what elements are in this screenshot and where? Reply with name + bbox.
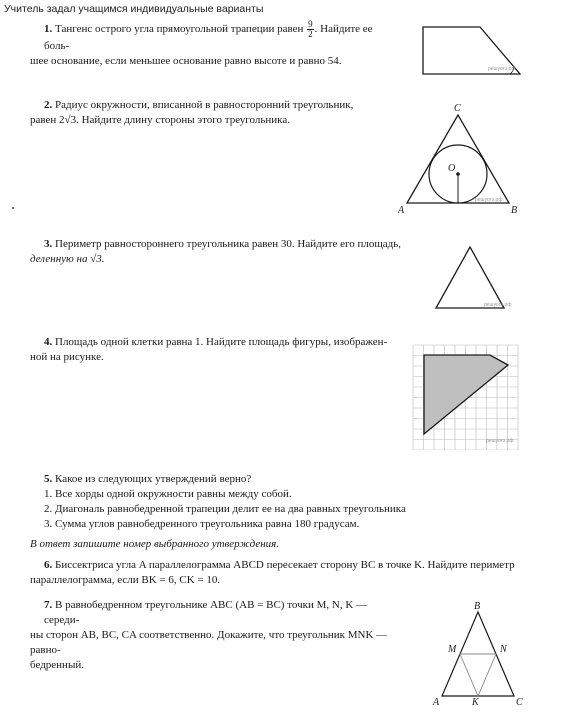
watermark: решуогэ.рф xyxy=(488,66,516,72)
problem-1-line-2: шее основание, если меньшее основание равно высоте и равно 54. xyxy=(30,55,342,67)
watermark: решуогэ.рф xyxy=(475,197,503,203)
grid-figure xyxy=(410,342,528,450)
problem-4-line-2: ной на рисунке. xyxy=(30,351,104,363)
midpoint-k-label: K xyxy=(472,697,479,708)
problem-3-line-2: деленную на √3. xyxy=(30,253,105,265)
problem-2 xyxy=(30,98,404,128)
vertex-a-label: A xyxy=(433,697,440,708)
problem-1-text-b: . Найдите ее боль- xyxy=(44,23,373,52)
problem-3-number: 3. xyxy=(44,238,53,250)
problem-4-number: 4. xyxy=(44,336,53,348)
problem-6 xyxy=(30,558,563,588)
problem-7 xyxy=(30,598,404,673)
problem-7-line-2: ны сторон AB, BC, CA соответственно. Докажите, что треугольник MNK — равно- xyxy=(30,629,388,656)
problem-4-line-1: Площадь одной клетки равна 1. Найдите площадь фигуры, изображен- xyxy=(55,336,388,348)
equilateral-triangle-inscribed-circle-figure xyxy=(395,100,525,220)
vertex-a-label: A xyxy=(398,205,405,216)
problem-6-number: 6. xyxy=(44,559,53,571)
problem-7-line-1: В равнобедренном треугольнике ABC (AB = BC) точки M, N, K — середи- xyxy=(44,599,368,626)
trapezoid-figure xyxy=(420,24,525,78)
problem-2-line-2: равен 2√3. Найдите длину стороны этого треугольника. xyxy=(30,114,290,126)
problem-1 xyxy=(30,19,399,69)
page-header: Учитель задал учащимся индивидуальные варианты xyxy=(4,3,264,15)
problem-6-line-2: параллелограмма, если BK = 6, CK = 10. xyxy=(30,574,221,586)
statement-1: 1. Все хорды одной окружности равны между собой. xyxy=(44,488,292,500)
vertex-c-label: C xyxy=(454,103,461,114)
watermark: решуогэ.рф xyxy=(486,438,514,444)
problem-2-number: 2. xyxy=(44,99,53,111)
fraction-denominator: 2 xyxy=(308,29,313,39)
problem-3-line-1: Периметр равностороннего треугольника равен 30. Найдите его площадь, xyxy=(55,238,402,250)
isosceles-triangle-midpoints-figure xyxy=(430,600,530,708)
problem-5 xyxy=(44,472,464,532)
center-o-label: O xyxy=(448,163,456,174)
problem-6-line-1: Биссектриса угла A параллелограмма ABCD пересекает сторону BC в точке K. Найдите периметр xyxy=(55,559,515,571)
watermark: решуогэ.рф xyxy=(484,302,512,308)
problem-1-number: 1. xyxy=(44,23,53,36)
vertex-c-label: C xyxy=(516,697,523,708)
problem-2-line-1: Радиус окружности, вписанной в равносторонний треугольник, xyxy=(55,99,354,111)
vertex-b-label: B xyxy=(474,601,481,612)
problem-7-line-3: бедренный. xyxy=(30,659,84,671)
fraction-numerator: 9 xyxy=(308,19,313,29)
scan-dot xyxy=(12,207,14,209)
statement-2: 2. Диагональ равнобедренной трапеции делит ее на два равных треугольника xyxy=(44,503,406,515)
midpoint-m-label: M xyxy=(448,644,457,655)
problem-4 xyxy=(30,335,404,365)
problem-1-fraction xyxy=(307,20,314,39)
problem-7-number: 7. xyxy=(44,599,53,611)
problem-5-line-1: Какое из следующих утверждений верно? xyxy=(55,473,252,485)
problem-5-number: 5. xyxy=(44,473,53,485)
vertex-b-label: B xyxy=(511,205,518,216)
equilateral-triangle-figure xyxy=(432,244,518,314)
problem-3 xyxy=(30,237,424,267)
statement-3: 3. Сумма углов равнобедренного треугольника равна 180 градусам. xyxy=(44,518,360,530)
midpoint-n-label: N xyxy=(500,644,507,655)
problem-1-text-a: Тангенс острого угла прямоугольной трапеции равен xyxy=(55,23,304,36)
problem-5-note: В ответ запишите номер выбранного утверждения. xyxy=(30,538,280,550)
